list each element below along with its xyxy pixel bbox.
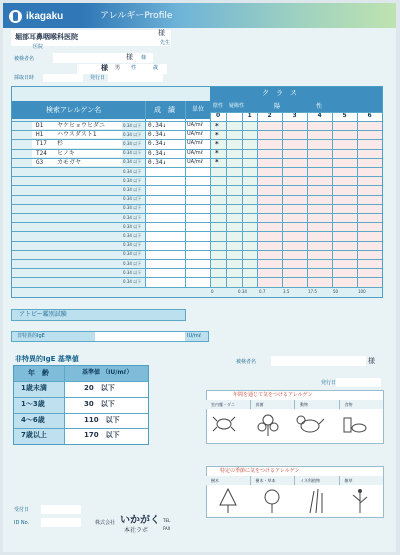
result-unit: UA/mℓ [187, 149, 203, 156]
row-divider [12, 231, 382, 232]
allergen-name-field [32, 177, 122, 184]
allergen-name: ヒノキ [57, 149, 75, 157]
allergen-code: D1 [36, 122, 44, 129]
allergen-name: カモガヤ [57, 158, 82, 166]
gender-label: 性 [131, 65, 137, 71]
empty-reference-value: 0.34 以下 [123, 177, 142, 183]
ige-age: 1〜3歳 [21, 399, 45, 408]
row-divider [12, 195, 382, 196]
column-divider [332, 112, 333, 287]
weed-icon [353, 489, 367, 513]
scale-label: 3.5 [283, 289, 290, 294]
ige-age: 4〜6歳 [21, 415, 45, 424]
empty-reference-value: 0.34 以下 [123, 278, 142, 284]
class-number-0: 0 [216, 112, 221, 119]
class-marker: * [215, 139, 219, 148]
reception-label: 受付日 [14, 507, 30, 513]
mold-icon [258, 415, 278, 436]
allergen-name: ヤケヒョウヒダニ [57, 122, 106, 129]
ige-row-divider [14, 397, 148, 398]
scale-label: 100 [358, 289, 366, 294]
allergen-name-field [32, 232, 122, 239]
reference-value: 0.34 以下 [123, 140, 142, 146]
result-unit: UA/mℓ [187, 140, 203, 147]
reference-value: 0.34 以下 [123, 150, 142, 156]
panel-header-label: 真菌 [255, 401, 264, 407]
empty-reference-value: 0.34 以下 [123, 223, 142, 229]
panel-header-label: 樹木 [211, 477, 219, 483]
col-borderline-header: 疑陽性 [229, 103, 245, 109]
ige-column-divider [64, 366, 65, 444]
food-icon [344, 418, 366, 432]
ige-row-divider [14, 428, 148, 429]
ige-col-value: 基準値 （IU/mℓ） [82, 369, 133, 376]
result-value: 0.34↓ [148, 158, 167, 166]
age-label: 歳 [153, 65, 159, 71]
clinic-sama: 様 [158, 29, 165, 37]
column-divider [307, 112, 308, 287]
scale-label: 0 [211, 289, 214, 294]
allergen-name-field [32, 269, 122, 276]
yearround-icons [206, 408, 384, 442]
ige-row-divider [14, 413, 148, 414]
empty-reference-value: 0.34 以下 [123, 260, 142, 266]
scale-label: 0.7 [259, 289, 266, 294]
col-negative-header: 陰性 [213, 103, 224, 109]
nonspecific-unit: IU/mℓ [187, 333, 201, 339]
empty-reference-value: 0.34 以下 [123, 214, 142, 220]
section-label: 医院 [33, 44, 44, 50]
panel-header-label: イネ科植物 [300, 477, 320, 483]
panel-header-label: 食物 [344, 401, 353, 407]
panel-header-label: 樹木・草本 [255, 477, 276, 483]
result-unit: UA/mℓ [187, 158, 203, 165]
scale-label: 17.5 [308, 289, 317, 294]
collection-date-label: 採取日時 [14, 75, 35, 81]
allergen-code: H1 [36, 131, 44, 139]
ige-age: 7歳以上 [21, 431, 47, 440]
allergen-name-field [32, 251, 122, 258]
row-divider [12, 139, 382, 140]
allergen-name-field [32, 196, 122, 203]
allergen-name-field [32, 278, 122, 285]
class-number-2: 2 [267, 112, 272, 119]
ige-reference-value: 20 以下 [84, 384, 115, 392]
class-number-divider [210, 112, 382, 113]
column-divider [226, 112, 227, 287]
collection-date-field [43, 74, 83, 82]
column-divider [282, 112, 283, 287]
allergen-name-field [32, 260, 122, 267]
row-divider [12, 121, 382, 122]
row-divider [12, 268, 382, 269]
animal-icon [297, 416, 324, 432]
row-divider [12, 176, 382, 177]
col-result-header: 成 績 [154, 106, 175, 114]
row-divider [12, 149, 382, 150]
row-divider [12, 222, 382, 223]
right-issue-field [336, 378, 381, 387]
ige-col-age: 年 齢 [28, 369, 49, 377]
reference-value: 0.34 以下 [123, 122, 142, 128]
id-label: ID No. [14, 520, 30, 526]
phone-label: TEL [163, 518, 171, 523]
column-divider [145, 101, 146, 287]
ige-table-title: 非特異的IgE 基準値 [15, 355, 79, 363]
allergen-name-field [32, 168, 122, 175]
panel-header-label: 動物 [300, 401, 308, 407]
class-marker: * [215, 149, 219, 158]
right-subject-label: 被検者名 [236, 359, 257, 365]
result-unit: UA/mℓ [187, 122, 203, 128]
subject-label: 被検者名 [14, 56, 35, 62]
class-number-4: 4 [317, 112, 322, 119]
lab-name: 本社ラボ [124, 527, 149, 534]
col-unit-header: 単位 [192, 106, 205, 113]
right-subject-sama: 様 [368, 357, 375, 365]
row-divider [12, 259, 382, 260]
ige-age: 1歳未満 [21, 384, 47, 392]
class-number-5: 5 [342, 112, 347, 119]
seasonal-icons [206, 485, 384, 517]
class-number-3: 3 [292, 112, 297, 119]
scale-label: 50 [333, 289, 339, 294]
class-number-1: 1 [247, 112, 252, 119]
ige-reference-value: 110 以下 [84, 415, 120, 424]
subject-sama: 様 [126, 53, 133, 61]
empty-reference-value: 0.34 以下 [123, 205, 142, 211]
allergen-name: ハウスダスト1 [57, 131, 97, 139]
issue-date-field [108, 74, 163, 82]
column-divider [257, 112, 258, 287]
row-divider [12, 277, 382, 278]
result-unit: UA/mℓ [187, 131, 203, 138]
allergen-name-field [32, 242, 122, 249]
column-divider [242, 112, 243, 287]
yearround-title: 年間を通じて気をつけるアレルゲン [233, 392, 313, 398]
allergen-code: T24 [36, 149, 47, 157]
empty-reference-value: 0.34 以下 [123, 186, 142, 192]
class-number-6: 6 [367, 112, 372, 119]
fax-label: FAX [163, 526, 171, 531]
id-field [41, 518, 81, 527]
brand-logo-inner-icon [13, 12, 18, 21]
result-value: 0.34↓ [148, 149, 167, 157]
panel-header-label: 室内塵・ダニ [211, 401, 235, 407]
row-divider [12, 130, 382, 131]
subject-name-field [53, 53, 153, 63]
right-subject-field [271, 356, 366, 366]
allergen-name-field [32, 186, 122, 193]
report-sheet [3, 3, 396, 552]
row-divider [12, 158, 382, 159]
seasonal-title: 特定の季節に気をつけるアレルゲン [220, 468, 300, 474]
allergen-name: 杉 [57, 140, 64, 148]
allergen-name-field [32, 205, 122, 212]
nonspecific-label: 非特異的IgE [17, 333, 45, 339]
row-divider [12, 287, 382, 288]
class-marker: * [215, 130, 219, 139]
reception-field [41, 505, 81, 514]
column-divider [210, 112, 211, 287]
empty-reference-value: 0.34 以下 [123, 196, 142, 202]
scale-label: 0.34 [238, 289, 247, 294]
col-allergen-header: 検索アレルゲン名 [46, 106, 102, 114]
class-marker: * [215, 121, 219, 130]
row-divider [12, 250, 382, 251]
allergen-table [11, 86, 383, 298]
result-value: 0.34↓ [148, 140, 167, 148]
allergen-code: G3 [36, 158, 44, 166]
issue-date-label: 発行日 [90, 75, 106, 81]
col-positive-header: 陽 性 [274, 103, 323, 110]
right-issue-label: 発行日 [321, 380, 337, 386]
subject-name-small: 様 [141, 55, 147, 61]
sensei-label: 先生 [160, 40, 171, 46]
empty-reference-value: 0.34 以下 [123, 269, 142, 275]
column-divider [185, 101, 186, 287]
dust-mite-icon [213, 417, 235, 431]
empty-reference-value: 0.34 以下 [123, 168, 142, 174]
allergen-code: T17 [36, 140, 47, 148]
company-name: いかがく [120, 515, 160, 526]
class-group-label: ク ラ ス [262, 89, 297, 97]
reference-value: 0.34 以下 [123, 131, 142, 137]
allergen-name-field [32, 223, 122, 230]
empty-reference-value: 0.34 以下 [123, 232, 142, 238]
ige-reference-value: 170 以下 [84, 431, 120, 440]
ige-reference-table [13, 365, 149, 445]
class-marker: * [215, 158, 219, 167]
row-divider [12, 185, 382, 186]
row-divider [12, 241, 382, 242]
result-value: 0.34↓ [148, 122, 167, 129]
grass-icon [310, 489, 322, 513]
gender-value: 男 [115, 65, 121, 71]
row-divider [12, 167, 382, 168]
company-prefix: 株式会社 [95, 520, 116, 526]
atopy-title: アトピー鑑別試験 [19, 311, 67, 318]
tree-icon [220, 489, 236, 513]
row-divider [12, 213, 382, 214]
clinic-name: 堀部耳鼻咽喉科医院 [15, 33, 78, 41]
panel-header-label: 雑草 [344, 477, 353, 483]
ige-reference-value: 30 以下 [84, 399, 115, 408]
empty-reference-value: 0.34 以下 [123, 242, 142, 248]
ige-row-divider [14, 381, 148, 382]
column-divider [357, 112, 358, 287]
empty-reference-value: 0.34 以下 [123, 251, 142, 257]
tree-herb-icon [265, 490, 279, 513]
subject-sama-2: 様 [101, 64, 108, 72]
row-divider [12, 204, 382, 205]
nonspecific-value-field [95, 332, 185, 341]
result-value: 0.34↓ [148, 131, 167, 139]
allergen-name-field [32, 214, 122, 221]
brand-name: ikagaku [26, 11, 64, 22]
reference-value: 0.34 以下 [123, 159, 142, 165]
document-title: アレルギーProfile [100, 11, 173, 21]
